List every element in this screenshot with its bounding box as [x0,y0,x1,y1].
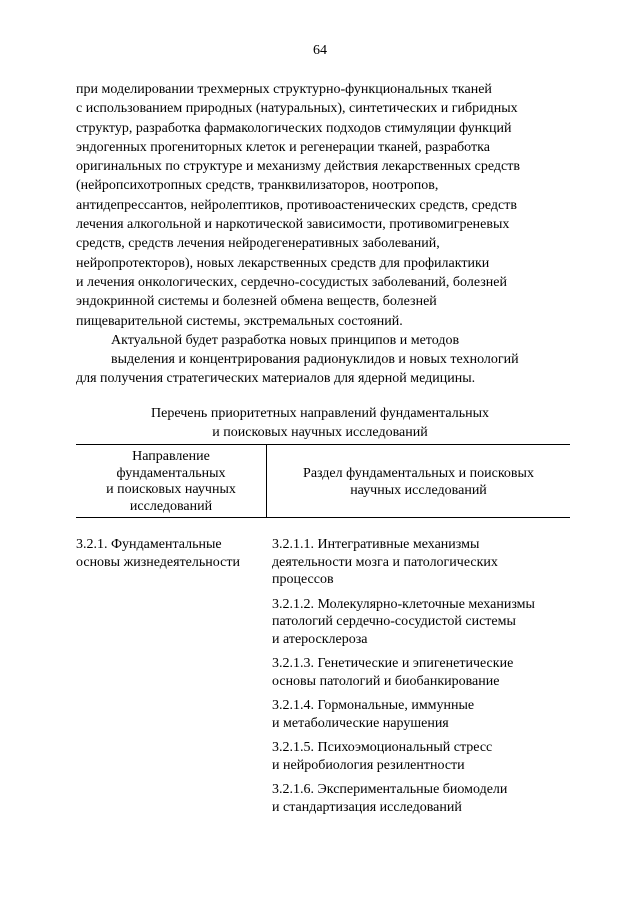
section-line: 3.2.1.6. Экспериментальные биомодели [272,782,508,797]
section-item [272,781,570,816]
table-cell-sections [272,536,570,823]
text-line: при моделировании трехмерных структурно-функциональных тканей [76,82,492,97]
section-line: и атеросклероза [272,631,368,647]
table-caption [76,404,564,442]
section-line: 3.2.1.5. Психоэмоциональный стресс [272,740,493,755]
section-line: 3.2.1.3. Генетические и эпигенетические [272,656,514,671]
table-cell-direction [76,536,262,571]
section-line: 3.2.1.4. Гормональные, иммунные [272,698,475,713]
table-top-rule [76,444,570,445]
body-text [76,80,564,389]
text-line: оригинальных по структуре и механизму действия лекарственных средств [76,159,520,175]
section-line: 3.2.1.1. Интегративные механизмы [272,537,480,552]
section-line: деятельности мозга и патологических [272,554,498,570]
text-line: лечения алкогольной и наркотической зависимости, противомигреневых [76,217,510,233]
direction-line: основы жизнедеятельности [76,554,240,570]
page-number: 64 [313,43,327,58]
section-item [272,655,570,690]
text-line: выделения и концентрирования радионуклидов и новых технологий [111,352,519,368]
text-line: Актуальной будет разработка новых принципов и методов [111,332,460,348]
table-header-direction [76,449,266,515]
text-line: эндогенных прогениторных клеток и регенерации тканей, разработка [76,139,490,155]
text-line: (нейропсихотропных средств, транквилизаторов, ноотропов, [76,178,439,194]
text-line: средств, средств лечения нейродегенеративных заболеваний, [76,236,440,252]
direction-line: 3.2.1. Фундаментальные [76,537,222,552]
section-line: и стандартизация исследований [272,799,462,815]
caption-line: и поисковых научных исследований [212,425,428,440]
text-line: и лечения онкологических, сердечно-сосудистых заболеваний, болезней [76,274,507,290]
table-header-section [267,465,570,499]
paragraph [76,331,564,389]
section-item [272,697,570,732]
text-line: для получения стратегических материалов для ядерной медицины. [76,371,476,387]
section-line: и нейробиология резилентности [272,757,465,773]
text-line: нейропротекторов), новых лекарственных средств для профилактики [76,255,490,271]
section-line: и метаболические нарушения [272,715,449,731]
text-line: структур, разработка фармакологических подходов стимуляции функций [76,120,512,136]
header-line: Направление [132,449,210,464]
section-line: 3.2.1.2. Молекулярно-клеточные механизмы [272,596,535,612]
section-item [272,596,570,649]
header-line: Раздел фундаментальных и поисковых [303,466,534,481]
section-line: патологий сердечно-сосудистой системы [272,614,516,629]
table-header-rule [76,517,570,518]
text-line: пищеварительной системы, экстремальных состояний. [76,313,403,329]
header-line: и поисковых научных [106,482,236,497]
header-line: исследований [129,498,213,514]
text-line: антидепрессантов, нейролептиков, противоастенических средств, средств [76,197,517,213]
section-item [272,739,570,774]
header-line: фундаментальных [116,465,226,481]
paragraph [76,80,564,331]
text-line: с использованием природных (натуральных), синтетических и гибридных [76,101,518,117]
caption-line: Перечень приоритетных направлений фундаментальных [151,406,489,421]
section-line: основы патологий и биобанкирование [272,673,500,689]
section-item [272,536,570,589]
header-line: научных исследований [350,483,487,498]
section-line: процессов [272,572,334,587]
text-line: эндокринной системы и болезней обмена веществ, болезней [76,294,437,310]
